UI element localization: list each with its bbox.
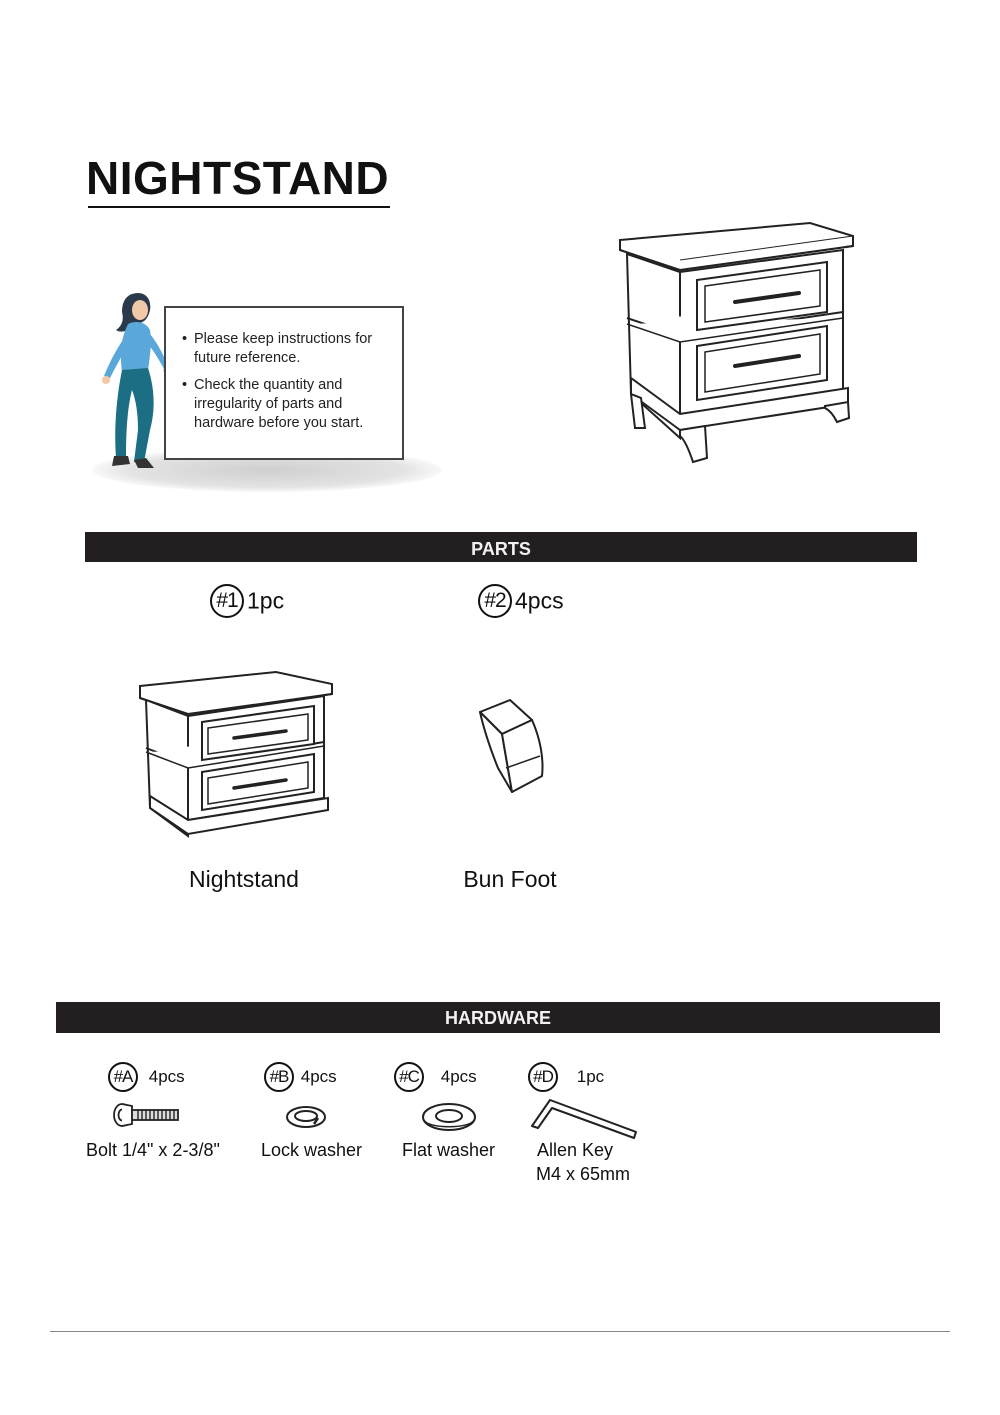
hardware-b-label	[264, 1062, 337, 1092]
hardware-qty: 1pc	[576, 1067, 605, 1086]
hardware-id-badge: #D	[528, 1062, 558, 1092]
notice-item: • Check the quantity and irregularity of parts and hardware before you start.	[194, 376, 402, 433]
page-title: NIGHTSTAND	[86, 152, 390, 204]
nightstand-part-icon	[136, 668, 336, 846]
parts-heading: PARTS	[85, 532, 917, 562]
bolt-icon	[112, 1102, 182, 1128]
assembled-nightstand-icon	[615, 218, 860, 468]
hardware-heading: HARDWARE	[56, 1002, 940, 1033]
part-2-label	[478, 584, 564, 618]
part-name: Bun Foot	[463, 866, 557, 892]
hardware-name: Bolt 1/4" x 2-3/8"	[86, 1140, 220, 1160]
hardware-d-label	[528, 1062, 604, 1092]
part-id-badge: #1	[210, 584, 244, 618]
notice-item: • Please keep instructions for future reference.	[194, 330, 402, 368]
part-1-label	[210, 584, 284, 618]
part-qty: 4pcs	[515, 587, 564, 614]
title-underline	[88, 206, 390, 208]
hardware-name: Flat washer	[402, 1140, 496, 1160]
part-name: Nightstand	[189, 866, 299, 892]
hardware-c-label	[394, 1062, 477, 1092]
notice-list	[166, 308, 402, 433]
allen-key-icon	[528, 1096, 640, 1140]
hardware-id-badge: #C	[394, 1062, 424, 1092]
bun-foot-icon	[476, 696, 548, 796]
hardware-id-badge: #A	[108, 1062, 138, 1092]
hardware-a-label	[108, 1062, 185, 1092]
notice-box	[164, 306, 404, 460]
hardware-qty: 4pcs	[300, 1067, 337, 1086]
hardware-qty: 4pcs	[148, 1067, 185, 1086]
footer-divider	[50, 1331, 950, 1332]
part-id-badge: #2	[478, 584, 512, 618]
lock-washer-icon	[284, 1104, 328, 1130]
part-qty: 1pc	[247, 587, 285, 614]
hardware-spec: M4 x 65mm	[536, 1164, 631, 1184]
hardware-name: Lock washer	[261, 1140, 363, 1160]
hardware-qty: 4pcs	[440, 1067, 477, 1086]
flat-washer-icon	[420, 1101, 478, 1133]
hardware-id-badge: #B	[264, 1062, 294, 1092]
hardware-name: Allen Key	[537, 1140, 614, 1160]
